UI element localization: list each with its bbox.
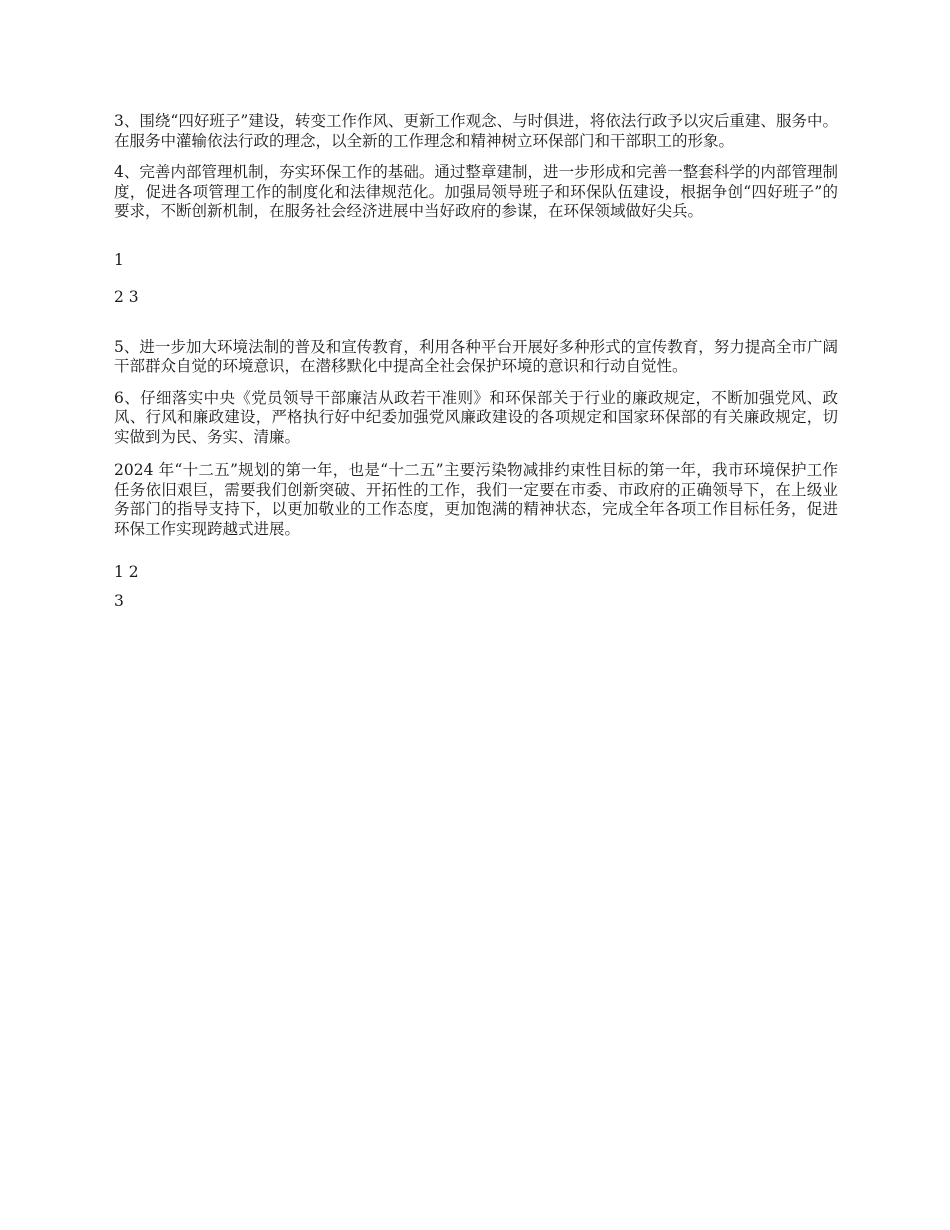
paragraph-item-6: 6、仔细落实中央《党员领导干部廉洁从政若干准则》和环保部关于行业的廉政规定，不断加强党风、政风、行风和廉政建设，严格执行好中纪委加强党风廉政建设的各项规定和国家环保部的有关廉政规定，切实做到为民、务实、清廉。	[114, 388, 838, 446]
paragraph-item-3: 3、围绕“四好班子”建设，转变工作作风、更新工作观念、与时俱进，将依法行政予以灾后重建、服务中。在服务中灌输依法行政的理念，以全新的工作理念和精神树立环保部门和干部职工的形象。	[114, 112, 838, 150]
paragraph-item-4: 4、完善内部管理机制，夯实环保工作的基础。通过整章建制，进一步形成和完善一整套科学的内部管理制度，促进各项管理工作的制度化和法律规范化。加强局领导班子和环保队伍建设，根据争创“四好班子”的要求，不断创新机制，在服务社会经济进展中当好政府的参谋，在环保领域做好尖兵。	[114, 163, 838, 220]
page-number-marker: 1 2	[114, 563, 139, 581]
page-number-marker: 3	[114, 591, 124, 610]
page-number-marker: 1	[114, 250, 124, 269]
paragraph-item-5: 5、进一步加大环境法制的普及和宣传教育，利用各种平台开展好多种形式的宣传教育，努力提高全市广阔干部群众自觉的环境意识，在潜移默化中提高全社会保护环境的意识和行动自觉性。	[114, 337, 838, 375]
paragraph-conclusion: 2024 年“十二五”规划的第一年，也是“十二五”主要污染物减排约束性目标的第一年，我市环境保护工作任务依旧艰巨，需要我们创新突破、开拓性的工作，我们一定要在市委、市政府的正确领导下，在上级业务部门的指导支持下，以更加敬业的工作态度，更加饱满的精神状态，完成全年各项工作目标任务，促进环保工作实现跨越式进展。	[114, 461, 838, 538]
page-number-marker: 2 3	[114, 288, 139, 306]
